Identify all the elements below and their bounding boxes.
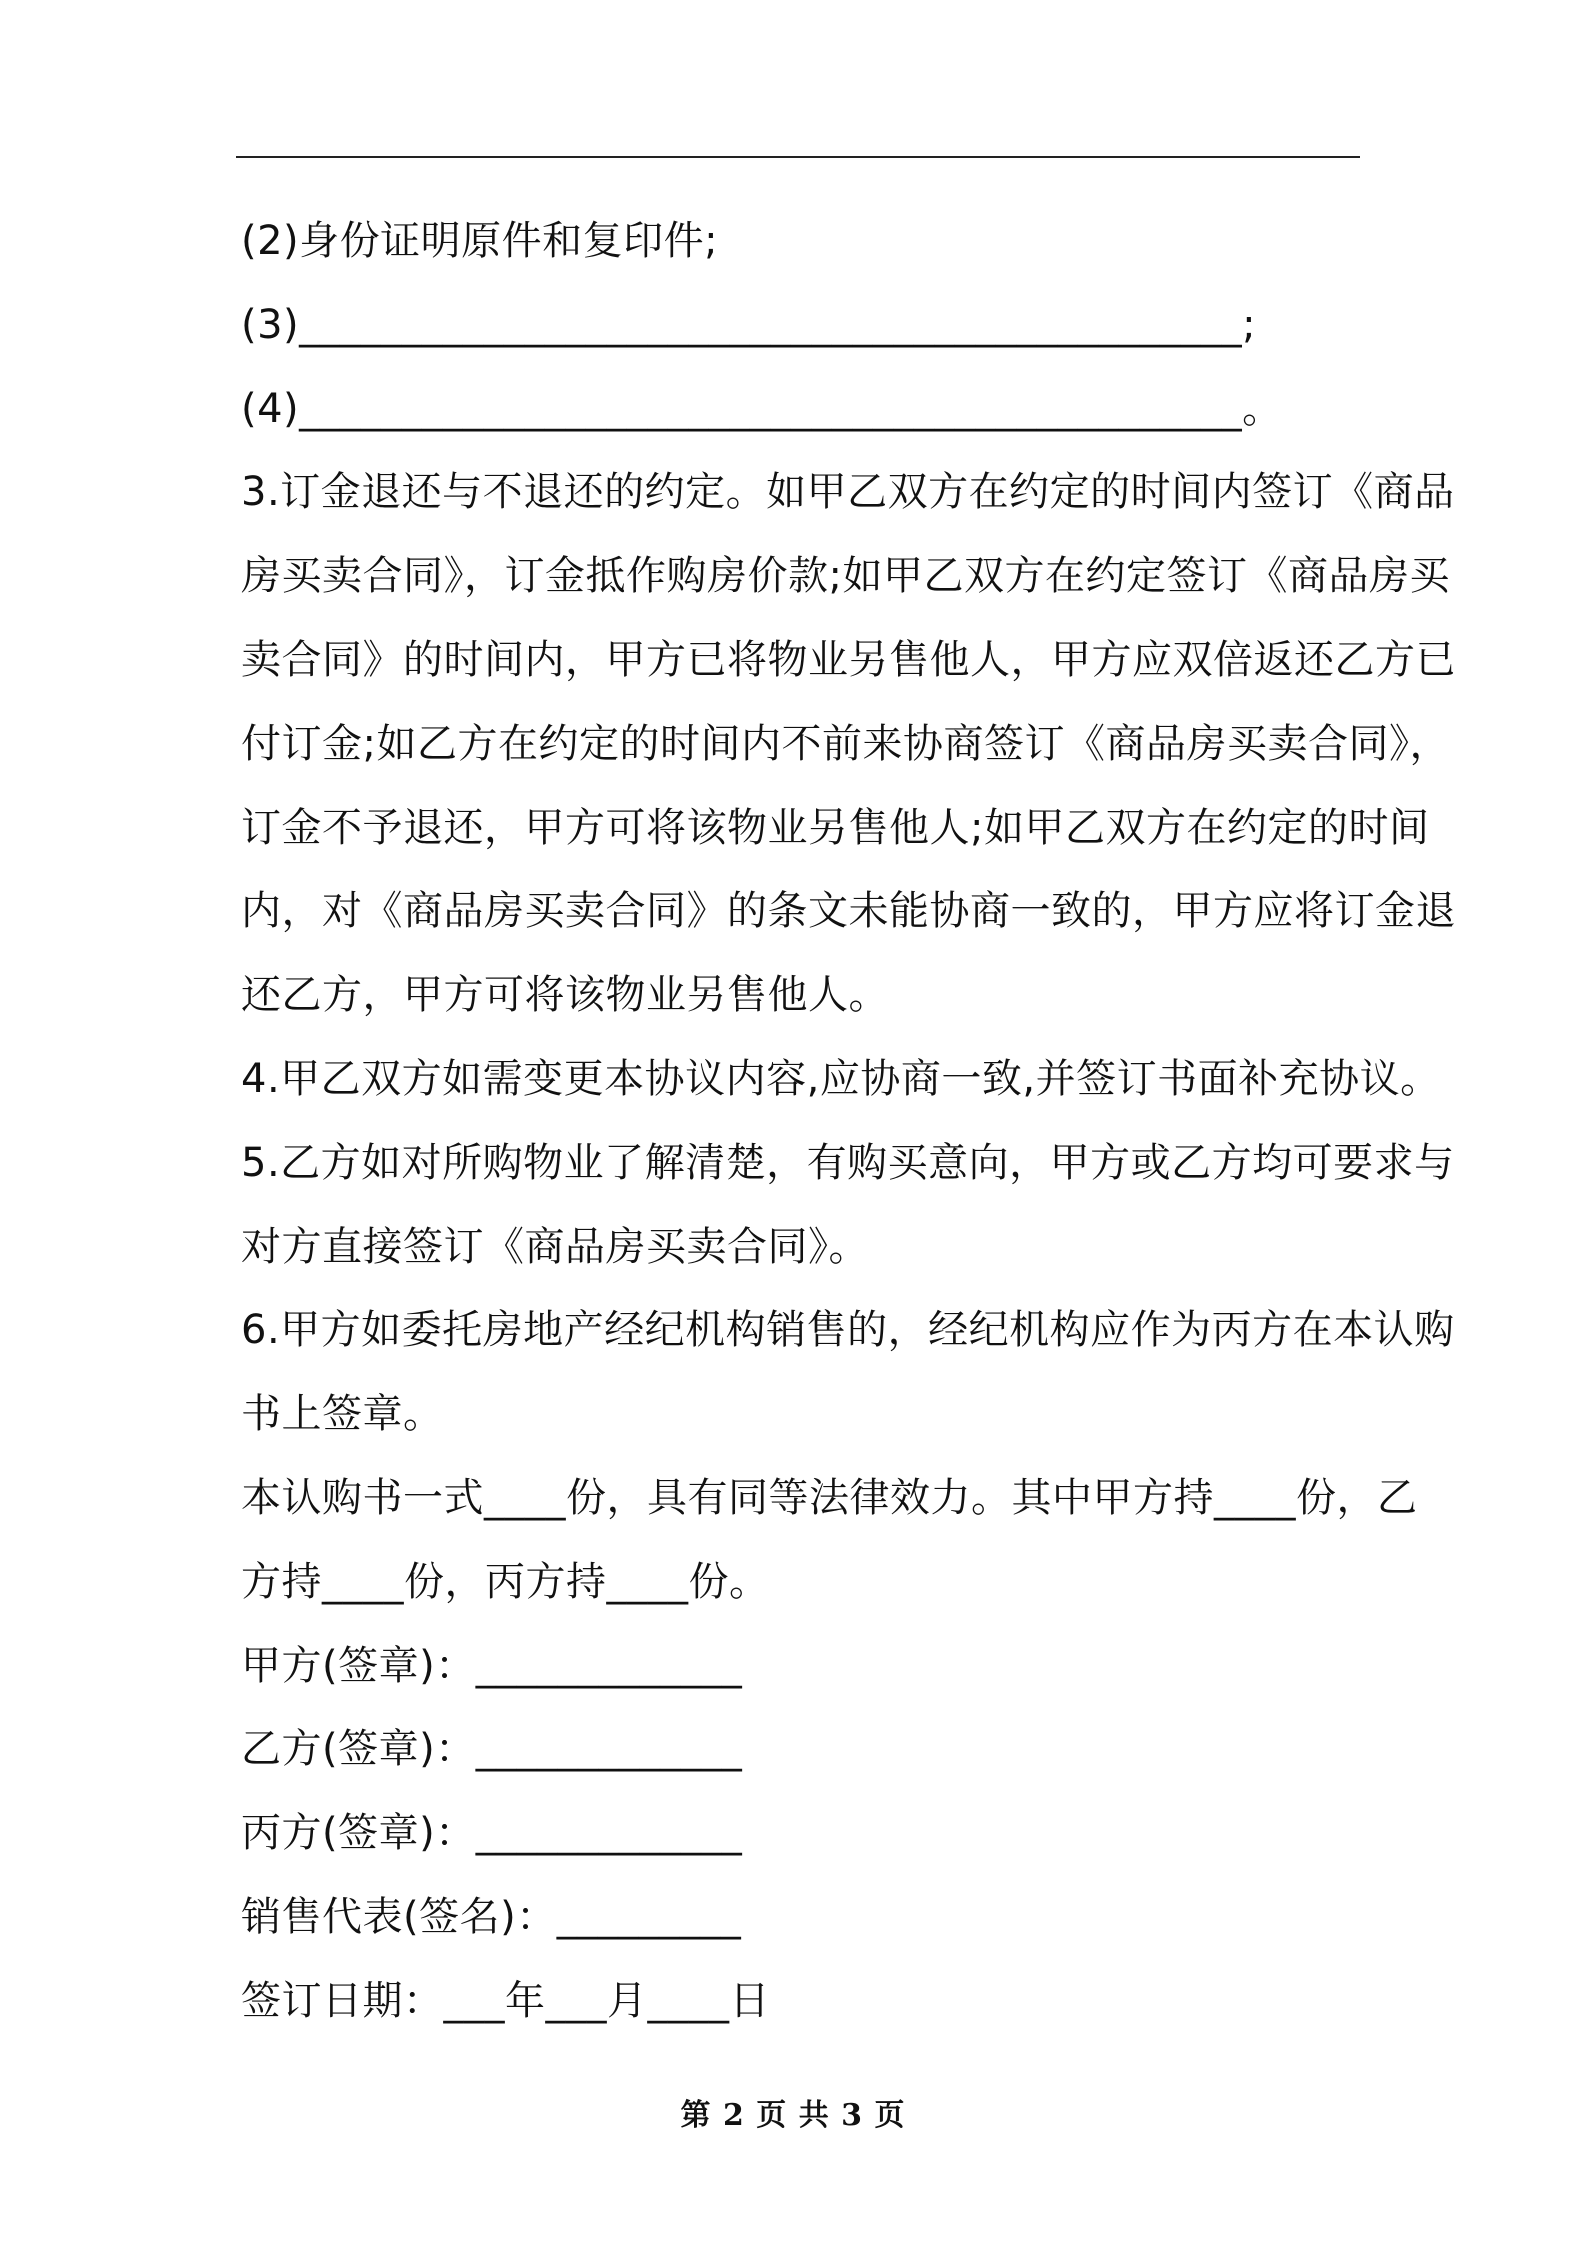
clause-5-line-1: 5.乙方如对所购物业了解清楚，有购买意向，甲方或乙方均可要求与 bbox=[241, 1139, 1455, 1186]
clause-6-line-1: 6.甲方如委托房地产经纪机构销售的，经纪机构应作为丙方在本认购 bbox=[241, 1307, 1455, 1354]
party-c-signature: 丙方(签章)：_____________ bbox=[241, 1810, 743, 1857]
clause-3-line-1: 3.订金退还与不退还的约定。如甲乙双方在约定的时间内签订《商品 bbox=[241, 469, 1455, 516]
list-item-3-blank: (3)______________________________________________; bbox=[241, 301, 1257, 348]
clause-3-line-3: 卖合同》的时间内，甲方已将物业另售他人，甲方应双倍返还乙方已 bbox=[241, 636, 1456, 683]
page-number: 第 2 页 共 3 页 bbox=[680, 2098, 906, 2133]
list-item-2-id-documents: (2)身份证明原件和复印件; bbox=[241, 218, 719, 264]
document-body bbox=[241, 200, 1456, 2044]
clause-3-line-4: 付订金;如乙方在约定的时间内不前来协商签订《商品房买卖合同》， bbox=[241, 720, 1450, 767]
party-a-signature: 甲方(签章)：_____________ bbox=[241, 1642, 743, 1689]
copies-line-2: 方持____份，丙方持____份。 bbox=[241, 1558, 770, 1605]
copies-line-1: 本认购书一式____份，具有同等法律效力。其中甲方持____份，乙 bbox=[241, 1474, 1418, 1521]
clause-5-line-2: 对方直接签订《商品房买卖合同》。 bbox=[241, 1223, 869, 1270]
clause-3-line-6: 内，对《商品房买卖合同》的条文未能协商一致的，甲方应将订金退 bbox=[241, 888, 1456, 935]
signing-date: 签订日期：___年___月____日 bbox=[241, 1977, 770, 2024]
sales-rep-signature: 销售代表(签名)：_________ bbox=[241, 1893, 742, 1940]
party-b-signature: 乙方(签章)：_____________ bbox=[241, 1726, 743, 1773]
clause-6-line-2: 书上签章。 bbox=[241, 1391, 444, 1438]
clause-3-line-5: 订金不予退还，甲方可将该物业另售他人;如甲乙双方在约定的时间 bbox=[241, 804, 1430, 851]
page-footer bbox=[0, 2090, 1586, 2134]
clause-4-line-1: 4.甲乙双方如需变更本协议内容,应协商一致,并签订书面补充协议。 bbox=[241, 1055, 1441, 1102]
clause-3-line-2: 房买卖合同》，订金抵作购房价款;如甲乙双方在约定签订《商品房买 bbox=[241, 553, 1450, 600]
header-rule bbox=[236, 156, 1360, 158]
list-item-4-blank: (4)______________________________________________。 bbox=[241, 385, 1283, 432]
clause-3-line-7: 还乙方，甲方可将该物业另售他人。 bbox=[241, 972, 889, 1019]
